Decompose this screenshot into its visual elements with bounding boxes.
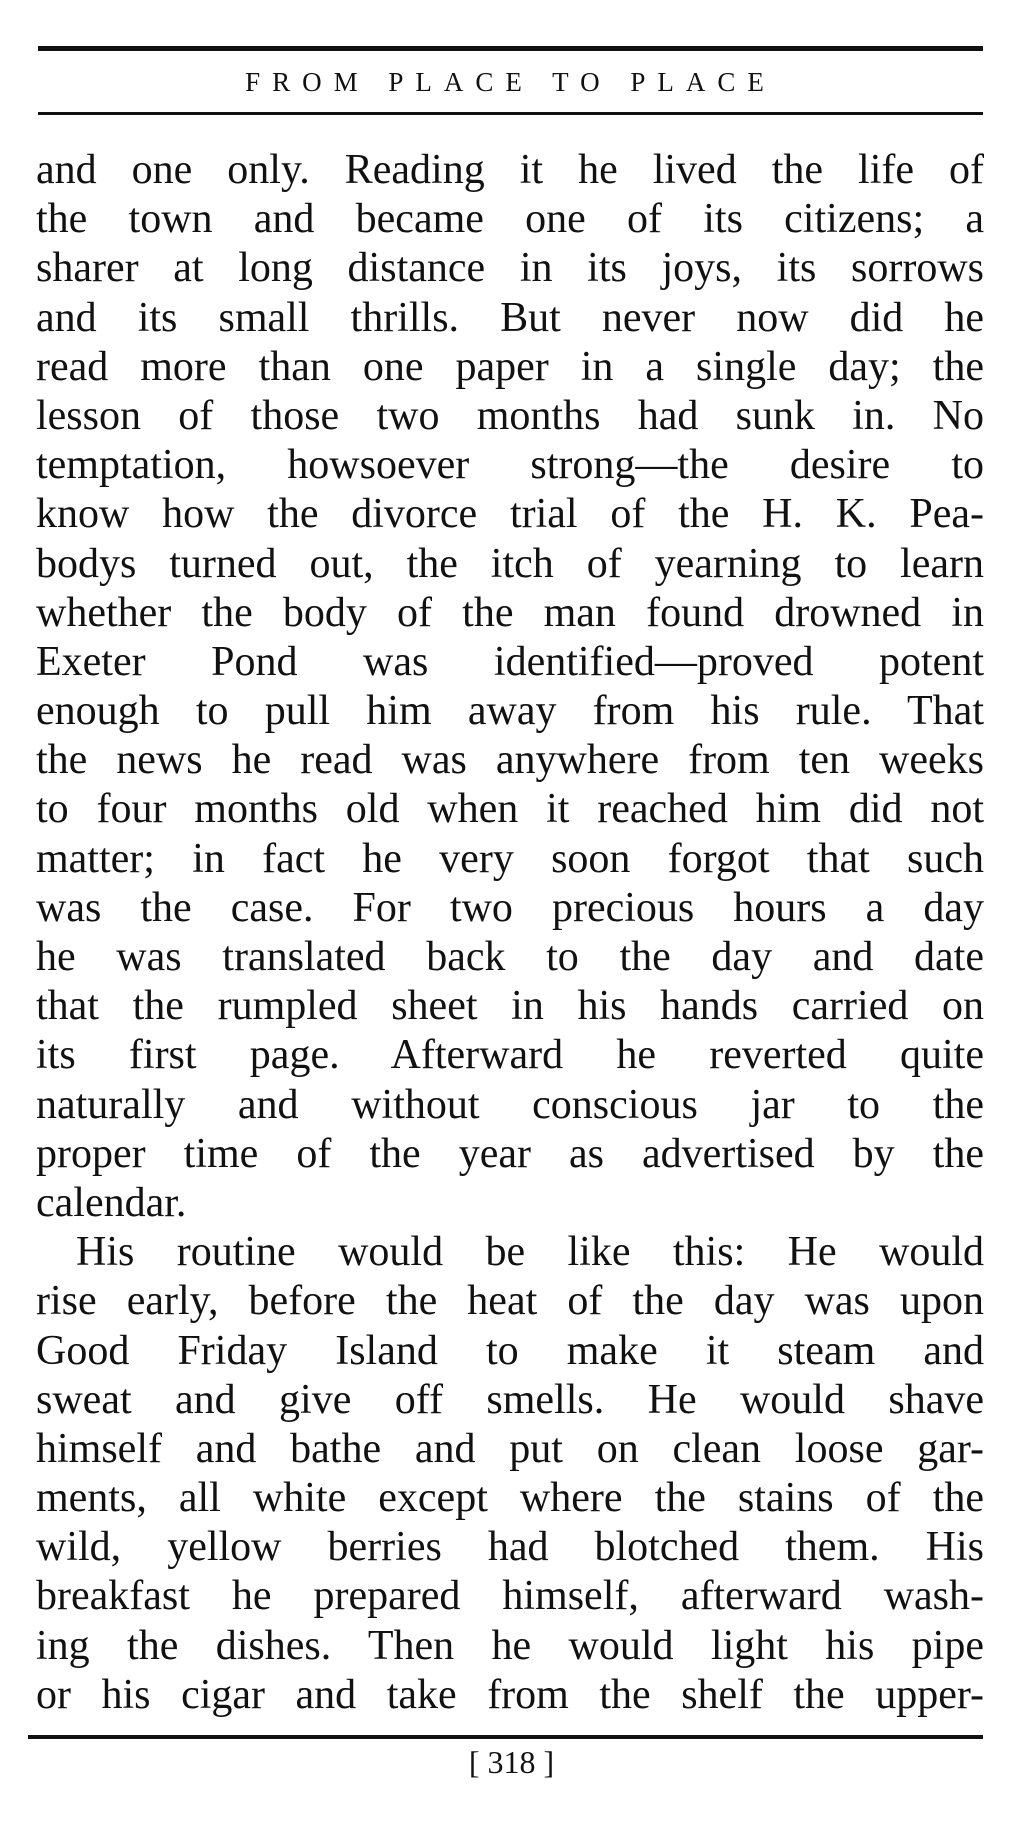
footer-rule xyxy=(28,1735,983,1739)
text-line: bodys turned out, the itch of yearning to learn xyxy=(36,540,984,587)
text-line: its first page. Afterward he reverted quite xyxy=(36,1032,984,1079)
text-line: proper time of the year as advertised by the xyxy=(36,1130,984,1177)
text-line: matter; in fact he very soon forgot that such xyxy=(36,835,984,882)
text-line: know how the divorce trial of the H. K. Pea- xyxy=(36,491,984,538)
text-line: rise early, before the heat of the day was upon xyxy=(36,1278,984,1325)
text-line: the town and became one of its citizens; a xyxy=(36,196,984,243)
text-line: Exeter Pond was identified—proved potent xyxy=(36,638,984,685)
text-line: was the case. For two precious hours a day xyxy=(36,884,984,931)
page-number: [ 318 ] xyxy=(468,1744,555,1780)
top-rule xyxy=(38,46,983,51)
paragraph-start-line: His routine would be like this: He would xyxy=(76,1229,984,1276)
text-line: ments, all white except where the stains of the xyxy=(36,1475,984,1522)
running-head: FROM PLACE TO PLACE xyxy=(245,67,776,97)
text-line: and its small thrills. But never now did he xyxy=(36,294,984,341)
text-line: that the rumpled sheet in his hands carried on xyxy=(36,983,984,1030)
text-line: the news he read was anywhere from ten weeks xyxy=(36,737,984,784)
text-line: lesson of those two months had sunk in. No xyxy=(36,392,984,439)
text-line: himself and bathe and put on clean loose gar- xyxy=(36,1425,984,1472)
text-line: wild, yellow berries had blotched them. His xyxy=(36,1524,984,1571)
text-line: read more than one paper in a single day; the xyxy=(36,343,984,390)
text-line: and one only. Reading it he lived the life of xyxy=(36,147,984,193)
text-line: or his cigar and take from the shelf the upper- xyxy=(36,1671,984,1718)
text-line: ing the dishes. Then he would light his pipe xyxy=(36,1622,984,1669)
header-rule xyxy=(38,112,983,115)
body-text xyxy=(36,146,984,1720)
paragraph-end-line: calendar. xyxy=(36,1179,187,1226)
text-line: Good Friday Island to make it steam and xyxy=(36,1327,984,1374)
text-line: whether the body of the man found drowned in xyxy=(36,589,984,636)
text-line: naturally and without conscious jar to the xyxy=(36,1081,984,1128)
text-line: sweat and give off smells. He would shave xyxy=(36,1376,984,1423)
text-line: to four months old when it reached him did not xyxy=(36,786,984,833)
text-line: sharer at long distance in its joys, its sorrows xyxy=(36,245,984,292)
text-line: breakfast he prepared himself, afterward wash- xyxy=(36,1573,984,1620)
text-line: temptation, howsoever strong—the desire to xyxy=(36,442,984,489)
text-line: he was translated back to the day and date xyxy=(36,934,984,980)
text-line: enough to pull him away from his rule. That xyxy=(36,688,984,735)
